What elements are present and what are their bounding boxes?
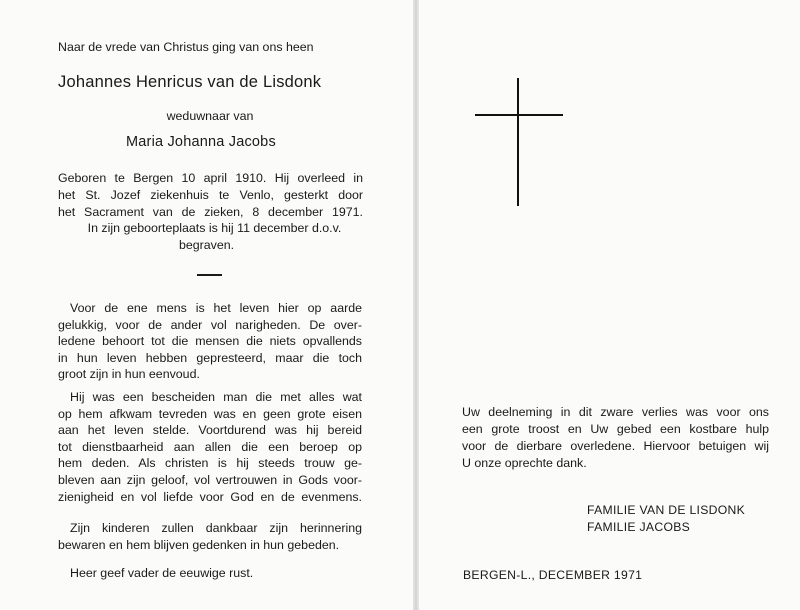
text-line: een grote troost en Uw gebed een kostbare hulp: [462, 422, 769, 436]
spouse-name: Maria Johanna Jacobs: [126, 134, 276, 150]
text-line: in hun leven hebben gepresteerd, maar die toch: [58, 350, 362, 365]
text-line: ledene behoort tot die mensen die niets opvallends: [58, 334, 362, 349]
deceased-name: Johannes Henricus van de Lisdonk: [58, 73, 322, 91]
text-line: Voor de ene mens is het leven hier op aarde: [70, 301, 362, 315]
relation-text: weduwnaar van: [166, 109, 254, 123]
text-line: aan het leven stelde. Voortdurend was hij bereid: [58, 423, 362, 438]
right-panel: [419, 0, 800, 610]
text-line: hem deden. Als christen is hij steeds trouw ge-: [58, 456, 362, 471]
paragraph-2: [58, 389, 362, 505]
text-line: begraven.: [178, 238, 235, 253]
place-date: BERGEN-L., DECEMBER 1971: [463, 568, 643, 582]
text-line: Geboren te Bergen 10 april 1910. Hij overleed in: [58, 171, 363, 185]
closing-prayer: Heer geef vader de eeuwige rust.: [70, 566, 254, 580]
cross-icon-vertical: [517, 78, 519, 206]
text-line: groot zijn in hun eenvoud.: [58, 367, 200, 382]
text-line: U onze oprechte dank.: [462, 456, 587, 470]
text-line: voor de dierbare overledene. Hiervoor betuigen wij: [462, 439, 769, 453]
text-line: het St. Jozef ziekenhuis te Venlo, gesterkt door: [58, 187, 363, 202]
intro-line: Naar de vrede van Christus ging van ons heen: [58, 40, 314, 54]
family-signature-1: FAMILIE VAN DE LISDONK: [587, 503, 746, 517]
text-line: op hem afkwam tevreden was en geen grote eisen: [58, 406, 362, 421]
text-line: gelukkig, voor de ander vol narigheden. De over-: [58, 317, 362, 332]
text-line: Hij was een bescheiden man die met alles wat: [70, 390, 362, 404]
birth-death-paragraph: [58, 170, 363, 254]
text-line: In zijn geboorteplaats is hij 11 december d.o.v.: [87, 221, 342, 236]
family-signature-2: FAMILIE JACOBS: [587, 520, 691, 534]
separator-dash: [197, 274, 222, 276]
text-line: bleven aan zijn geloof, vol vertrouwen in Gods voor-: [58, 472, 362, 487]
text-line: zienigheid en vol liefde voor God en de evenmens.: [58, 489, 362, 504]
thanks-paragraph: [462, 404, 769, 472]
text-line: tot dienstbaarheid aan allen die een beroep op: [58, 439, 362, 454]
paragraph-1: [58, 300, 362, 383]
text-line: Zijn kinderen zullen dankbaar zijn herinnering: [70, 521, 362, 535]
text-line: Uw deelneming in dit zware verlies was voor ons: [462, 405, 769, 419]
text-line: het Sacrament van de zieken, 8 december 1971.: [58, 204, 363, 219]
paragraph-3: [58, 520, 362, 553]
cross-icon-horizontal: [475, 114, 563, 116]
text-line: bewaren en hem blijven gedenken in hun gebeden.: [58, 537, 340, 552]
